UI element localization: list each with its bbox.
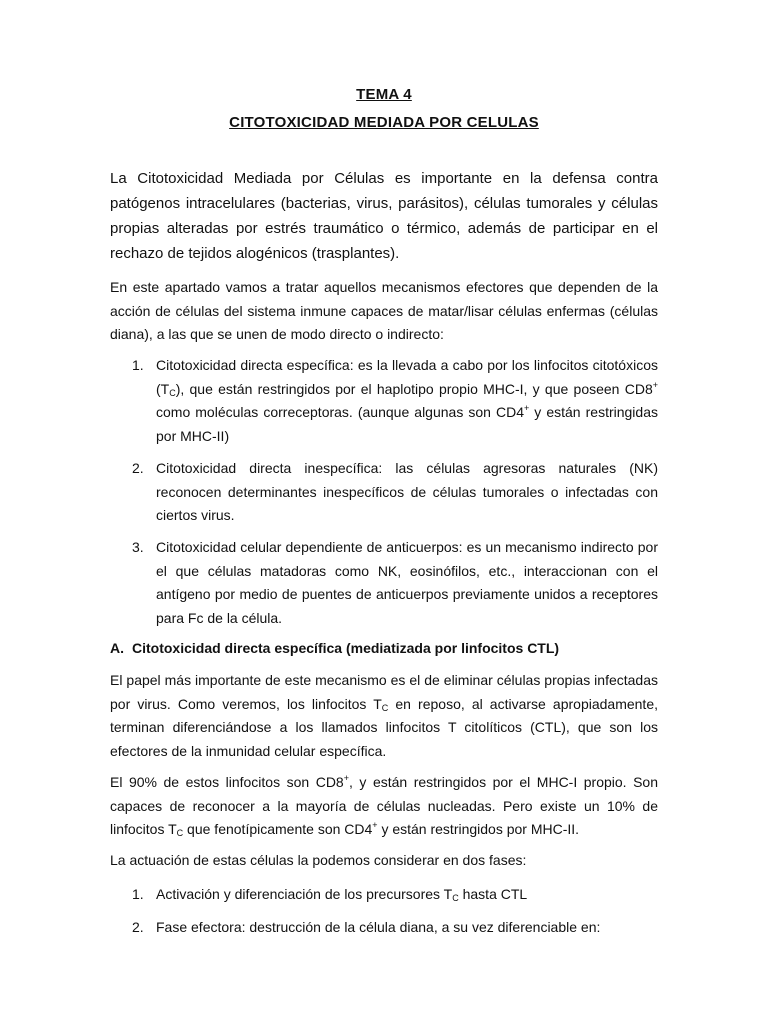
intro-paragraph: La Citotoxicidad Mediada por Células es importante en la defensa contra patógenos intracelulares (bacterias, virus, parásitos), células tumorales y células propias alteradas por estrés traumático o térmico, además de participar en el rechazo de tejidos alogénicos (trasplantes). [110,170,658,262]
list-text: Citotoxicidad directa específica: es la llevada a cabo por los linfocitos citotóxicos $(T_C)$, que están restringidos por el haplotipo propio MHC-I, y que poseen CD8+ como moléculas correceptoras. (aunque algunas son CD4+ y están restringidas por MHC-II) [156,357,658,444]
list-text: Citotoxicidad directa inespecífica: las células agresoras naturales (NK) reconocen determinantes inespecíficos de células tumorales o infectadas con ciertos virus. [156,460,658,523]
section-title: Citotoxicidad directa específica (mediatizada por linfocitos CTL) [132,640,560,656]
list-number: 2. [132,919,144,935]
list-number: 1. [132,886,144,902]
paragraph-ctl-percent: El 90% de estos linfocitos son CD8+, y están restringidos por el MHC-I propio. Son capaces de reconocer a la mayoría de células nucleadas. Pero existe un 10% de linfocitos $T_C$ que fenotípicamente son CD4+ y están restringidos por MHC-II. [110,773,659,838]
paragraph-mechanisms: En este apartado vamos a tratar aquellos mecanismos efectores que dependen de la acción de células del sistema inmune capaces de matar/lisar células enfermas (células diana), a las que se unen de modo directo o indirecto: [110,279,658,342]
list-number: 3. [132,539,144,555]
list-number: 1. [132,357,144,373]
section-heading [110,637,658,661]
doc-subtitle: CITOTOXICIDAD MEDIADA POR CELULAS [229,114,539,131]
doc-title: TEMA 4 [356,86,412,103]
list-item [110,536,658,630]
paragraph-phases: La actuación de estas células la podemos considerar en dos fases: [110,852,527,868]
list-number: 2. [132,460,144,476]
list-item [110,916,658,940]
paragraph-ctl-role: El papel más importante de este mecanismo es el de eliminar células propias infectadas por virus. Como veremos, los linfocitos $T_C$ en reposo, al activarse apropiadamente, terminan diferenciándose a los llamados linfocitos T citolíticos (CTL), que son los efectores de la inmunidad celular específica. [110,672,658,759]
list-text: Citotoxicidad celular dependiente de anticuerpos: es un mecanismo indirecto por el que células matadoras como NK, eosinófilos, etc., interaccionan con el antígeno por medio de puentes de anticuerpos previamente unidos a receptores para Fc de la célula. [156,539,658,626]
list-item [110,457,658,528]
section-letter: A. [110,640,124,656]
list-text: Activación y diferenciación de los precursores $T_C$ hasta CTL [156,886,528,903]
list-item [110,354,658,448]
list-text: Fase efectora: destrucción de la célula diana, a su vez diferenciable en: [156,919,601,935]
list-item [110,883,658,907]
